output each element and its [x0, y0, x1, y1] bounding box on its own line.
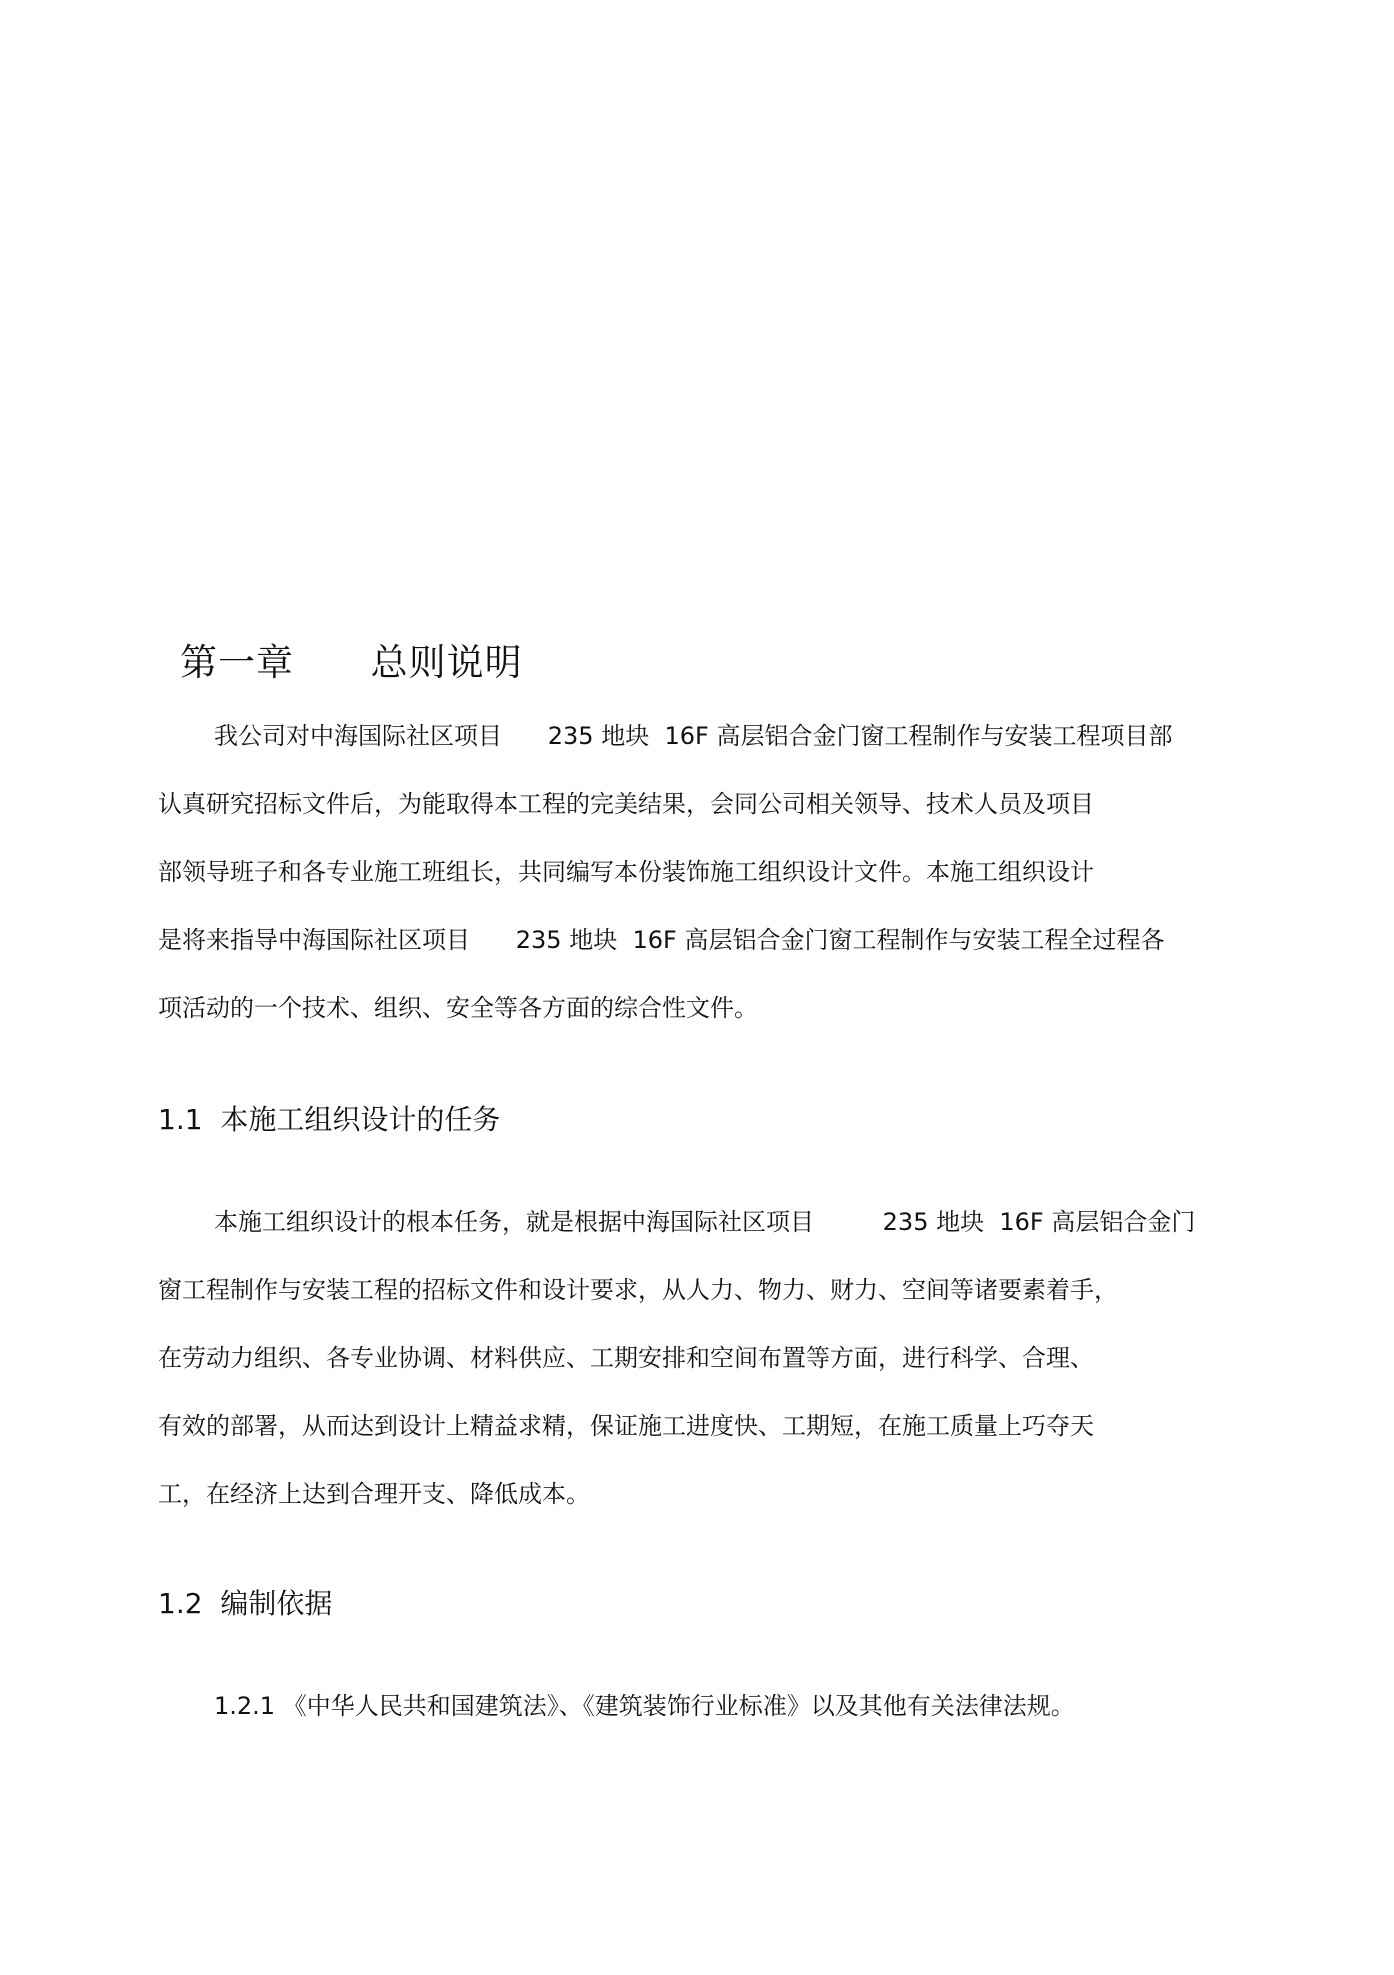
intro-line-1: 我公司对中海国际社区项目 235 地块 16F 高层铝合金门窗工程制作与安装工程项目部 [214, 722, 1173, 750]
intro-line-5: 项活动的一个技术、组织、安全等各方面的综合性文件。 [158, 994, 758, 1022]
intro-line-3: 部领导班子和各专业施工班组长，共同编写本份装饰施工组织设计文件。本施工组织设计 [158, 858, 1094, 886]
section-1-1-line-5: 工，在经济上达到合理开支、降低成本。 [158, 1480, 590, 1508]
section-1-1-line-1: 本施工组织设计的根本任务，就是根据中海国际社区项目 235 地块 16F 高层铝合金门 [214, 1208, 1196, 1236]
clause-1-2-1: 1.2.1 《中华人民共和国建筑法》、《建筑装饰行业标准》以及其他有关法律法规。 [214, 1692, 1075, 1720]
section-1-1-line-4: 有效的部署，从而达到设计上精益求精，保证施工进度快、工期短，在施工质量上巧夺天 [158, 1412, 1094, 1440]
chapter-title: 第一章 总则说明 [180, 641, 523, 684]
section-1-1-line-3: 在劳动力组织、各专业协调、材料供应、工期安排和空间布置等方面，进行科学、合理、 [158, 1344, 1094, 1372]
intro-paragraph [158, 702, 1268, 1042]
intro-line-4: 是将来指导中海国际社区项目 235 地块 16F 高层铝合金门窗工程制作与安装工程全过程各 [158, 926, 1165, 954]
section-1-2-title: 1.2 编制依据 [158, 1587, 333, 1620]
section-1-1-paragraph [158, 1188, 1268, 1528]
section-1-1-title: 1.1 本施工组织设计的任务 [158, 1103, 501, 1136]
intro-line-2: 认真研究招标文件后，为能取得本工程的完美结果，会同公司相关领导、技术人员及项目 [158, 790, 1094, 818]
section-1-1-line-2: 窗工程制作与安装工程的招标文件和设计要求，从人力、物力、财力、空间等诸要素着手， [158, 1276, 1118, 1304]
